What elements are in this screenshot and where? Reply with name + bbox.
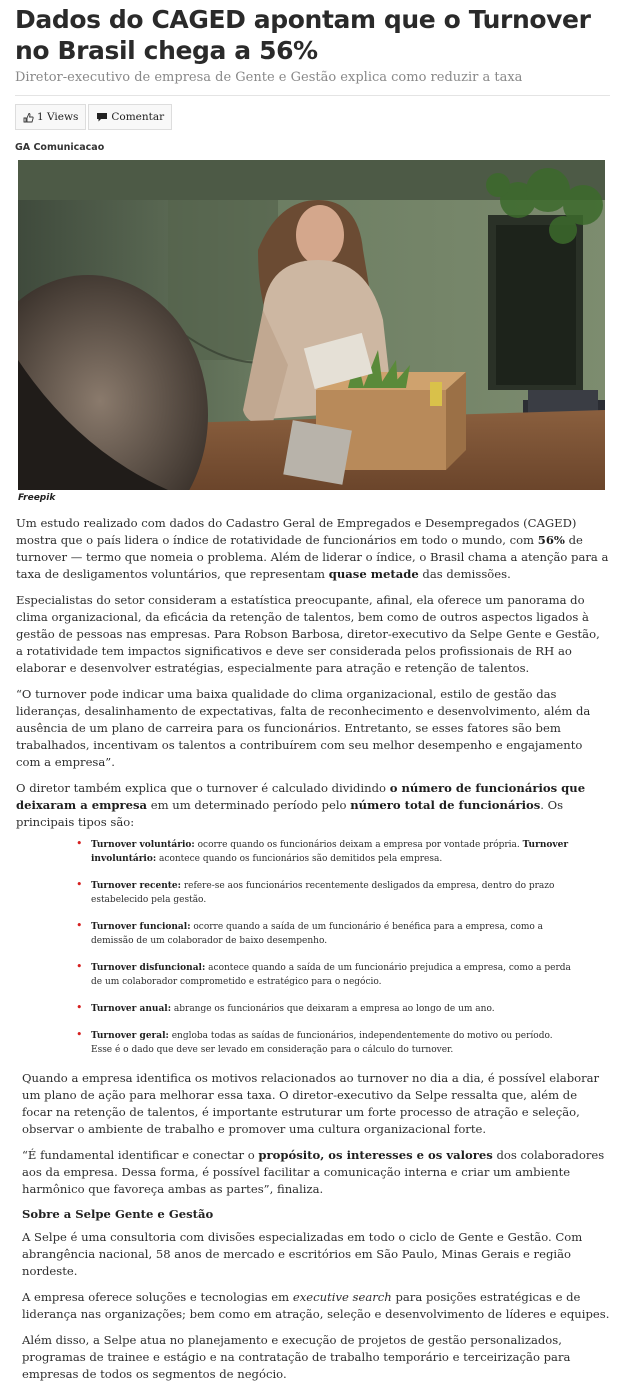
paragraph-3: “O turnover pode indicar uma baixa qualidade do clima organizacional, estilo de gestão das lideranças, desalinhamento de expectativas, falta de reconhecimento e desenvolvimento, além da ausência de um plano de carreira para os funcionários. Entretanto, se esses fatores são bem trabalhados, incentivam os talentos a contribuírem com seu melhor desempenho e engajamento com a empresa”. [16, 687, 591, 769]
list-item: • Turnover disfuncional: acontece quando a saída de um funcionário prejudica a empresa, como a perda de um colaborador comprometido e estratégico para o negócio. [74, 961, 574, 989]
divider [15, 95, 610, 96]
article-body-lower [16, 1070, 610, 1383]
turnover-types-list [16, 838, 574, 1057]
comment-label: Comentar [111, 111, 165, 123]
views-icon [23, 112, 34, 123]
image-credit: Freepik [18, 493, 56, 503]
article-title: Dados do CAGED apontam que o Turnover no Brasil chega a 56% [15, 5, 591, 65]
author-name: GA Comunicacao [15, 142, 105, 153]
paragraph-5: Quando a empresa identifica os motivos relacionados ao turnover no dia a dia, é possível elaborar um plano de ação para melhorar essa taxa. O diretor-executivo da Selpe ressalta que, além de focar na retenção de talentos, é importante estruturar um forte processo de atração e seleção, observar o ambiente de trabalho e promover uma cultura organizacional forte. [22, 1071, 600, 1136]
comment-icon [96, 112, 108, 123]
article-actions [15, 104, 610, 130]
paragraph-9: Além disso, a Selpe atua no planejamento e execução de projetos de gestão personalizados, programas de trainee e estágio e na contratação de trabalho temporário e terceirização para empresas de todos os segmentos de negócio. [22, 1333, 571, 1381]
paragraph-2: Especialistas do setor consideram a estatística preocupante, afinal, ela oferece um panorama do clima organizacional, da eficácia da retenção de talentos, bem como de outros aspectos ligados à gestão de pessoas nas empresas. Para Robson Barbosa, diretor-executivo da Selpe Gente e Gestão, a rotatividade tem impactos significativos e deve ser considerada pelos profissionais de RH ao elaborar e desenvolver estratégias, especialmente para atração e retenção de talentos. [16, 593, 600, 675]
paragraph-6: “É fundamental identificar e conectar o propósito, os interesses e os valores dos colaboradores aos da empresa. Dessa forma, é possível facilitar a comunicação interna e criar um ambiente harmônico que favoreça ambas as partes”, finaliza. [22, 1148, 605, 1196]
list-item: • Turnover voluntário: ocorre quando os funcionários deixam a empresa por vontade própria. Turnover involuntário: acontece quando os funcionários são demitidos pela empresa. [74, 838, 574, 866]
paragraph-1: Um estudo realizado com dados do Cadastro Geral de Empregados e Desempregados (CAGED) mostra que o país lidera o índice de rotatividade de funcionários em todo o mundo, com 56% de turnover — termo que nomeia o problema. Além de liderar o índice, o Brasil chama a atenção para a taxa de desligamentos voluntários, que representam quase metade das demissões. [16, 516, 609, 581]
article-body [15, 515, 610, 1383]
article-photo [18, 160, 605, 490]
views-button[interactable] [15, 104, 86, 130]
paragraph-4: O diretor também explica que o turnover é calculado dividindo o número de funcionários que deixaram a empresa em um determinado período pelo número total de funcionários. Os principais tipos são: [16, 781, 586, 829]
paragraph-8: A empresa oferece soluções e tecnologias em executive search para posições estratégicas e de liderança nas organizações; bem como em atração, seleção e desenvolvimento de líderes e equipes. [22, 1290, 610, 1321]
list-item: • Turnover recente: refere-se aos funcionários recentemente desligados da empresa, dentro do prazo estabelecido pela gestão. [74, 879, 574, 907]
paragraph-7: A Selpe é uma consultoria com divisões especializadas em todo o ciclo de Gente e Gestão. Com abrangência nacional, 58 anos de mercado e escritórios em São Paulo, Minas Gerais e região nordeste. [22, 1230, 583, 1278]
section-title: Sobre a Selpe Gente e Gestão [22, 1207, 214, 1221]
list-item: • Turnover anual: abrange os funcionários que deixaram a empresa ao longo de um ano. [74, 1002, 574, 1016]
article [15, 0, 610, 1392]
list-item: • Turnover funcional: ocorre quando a saída de um funcionário é benéfica para a empresa, como a demissão de um colaborador de baixo desempenho. [74, 920, 574, 948]
views-label: 1 Views [37, 111, 79, 123]
list-item: • Turnover geral: engloba todas as saídas de funcionários, independentemente do motivo ou período. Esse é o dado que deve ser levado em consideração para o cálculo do turnover. [74, 1029, 574, 1057]
comment-button[interactable] [88, 104, 172, 130]
article-subtitle: Diretor-executivo de empresa de Gente e Gestão explica como reduzir a taxa [15, 70, 523, 85]
